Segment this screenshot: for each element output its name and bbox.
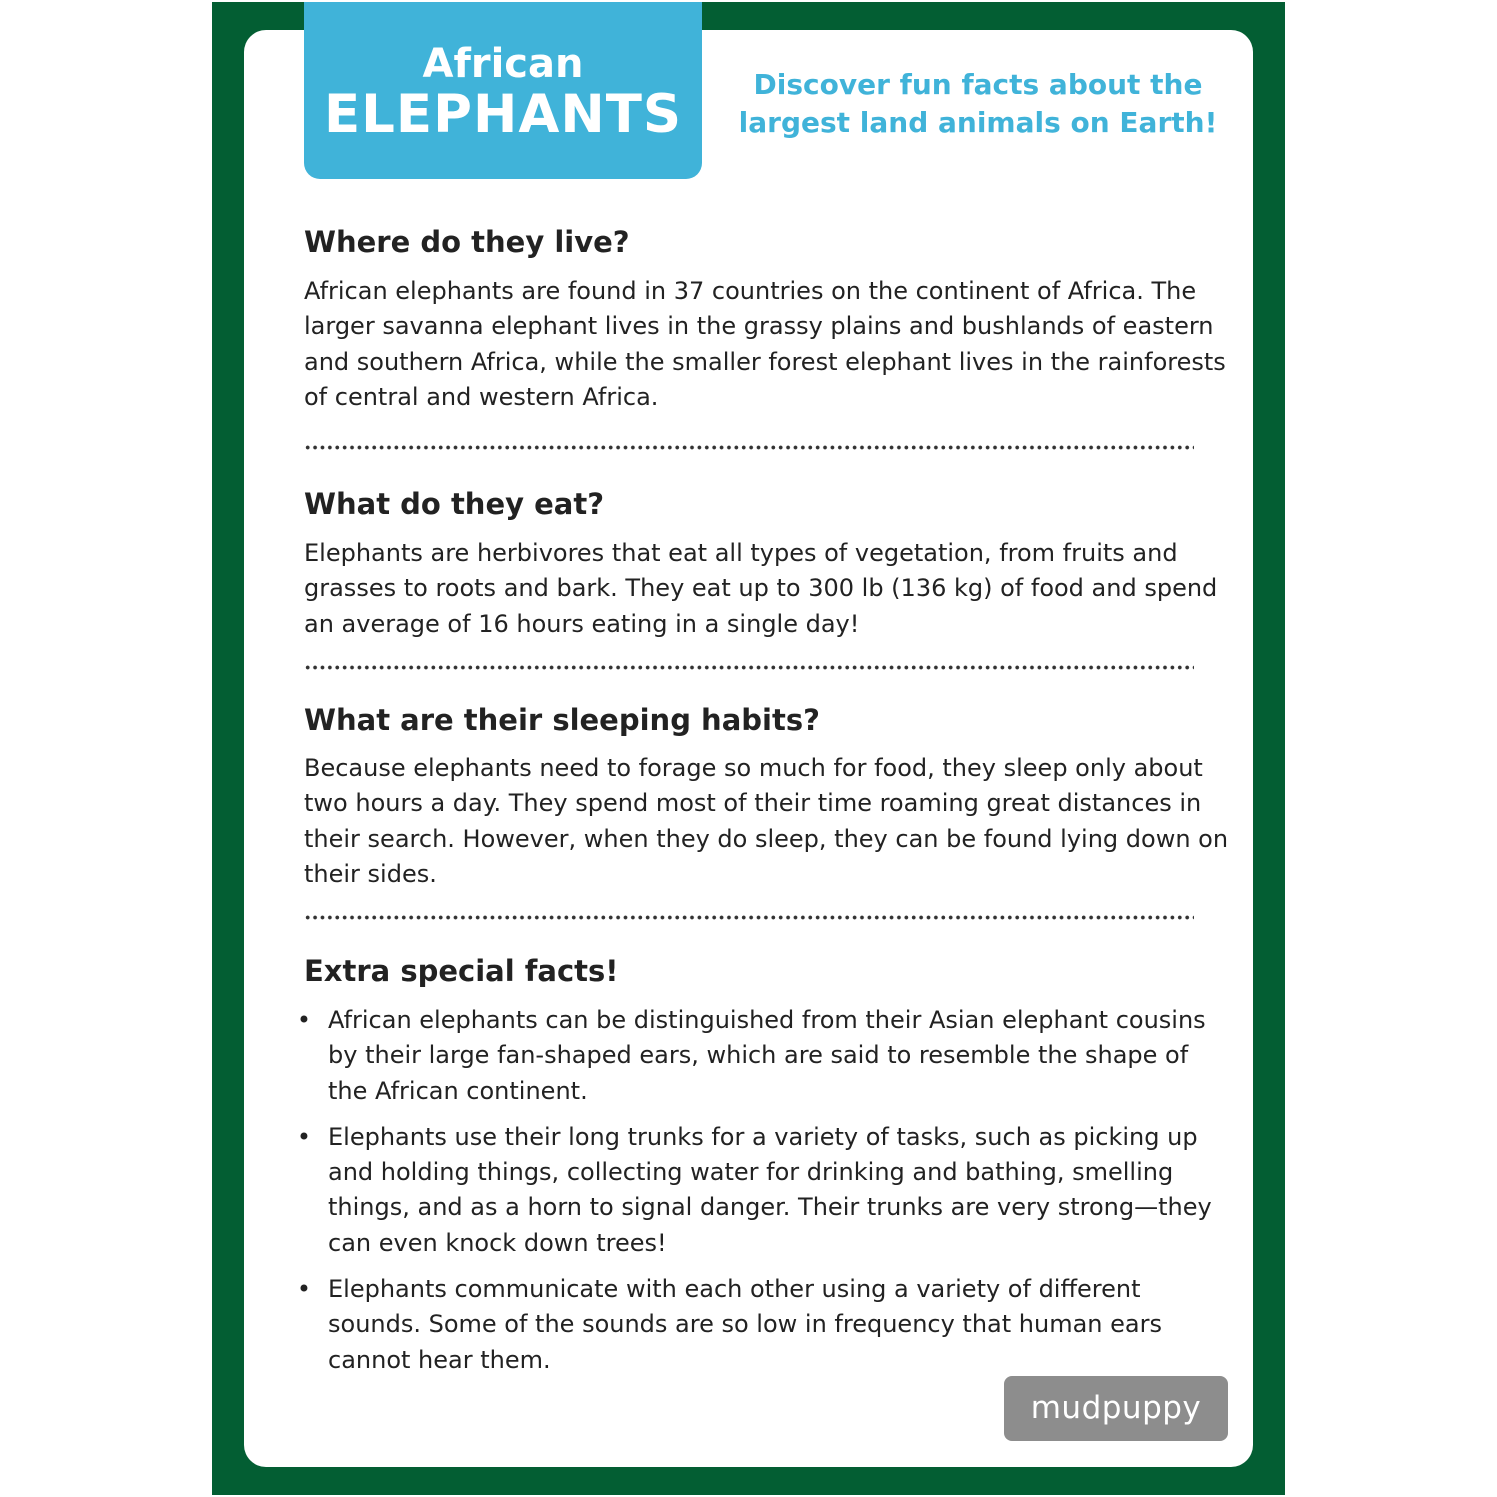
bullet-marker: • <box>296 1122 312 1151</box>
title-banner <box>304 2 702 179</box>
section-heading-sleep: What are their sleeping habits? <box>304 703 820 737</box>
brand-logo: mudpuppy <box>1004 1376 1228 1441</box>
tagline: Discover fun facts about the largest land animals on Earth! <box>738 68 1218 139</box>
list-item <box>294 1003 1224 1109</box>
list-item-text: Elephants use their long trunks for a variety of tasks, such as picking up and holding things, collecting water for drinking and bathing, smelling things, and as a horn to signal danger. Their trunks are very strong—they can even knock down trees! <box>328 1122 1212 1257</box>
dotted-divider <box>304 445 1194 450</box>
dotted-divider <box>304 915 1194 920</box>
section-body-sleep: Because elephants need to forage so much for food, they sleep only about two hours a day. They spend most of their time roaming great distances in their search. However, when they do sleep, they can be found lying down on their sides. <box>304 754 1229 888</box>
list-item <box>294 1272 1224 1378</box>
title-big: ELEPHANTS <box>323 84 683 145</box>
section-body-habitat: African elephants are found in 37 countries on the continent of Africa. The larger savanna elephant lives in the grassy plains and bushlands of eastern and southern Africa, while the smaller forest elephant lives in the rainforests of central and western Africa. <box>304 277 1226 411</box>
title-small: African <box>422 41 584 87</box>
section-heading-extra-facts: Extra special facts! <box>304 954 619 988</box>
list-item-text: Elephants communicate with each other using a variety of different sounds. Some of the sounds are so low in frequency that human ears cannot hear them. <box>328 1275 1162 1374</box>
section-body-diet: Elephants are herbivores that eat all types of vegetation, from fruits and grasses to roots and bark. They eat up to 300 lb (136 kg) of food and spend an average of 16 hours eating in a single day! <box>304 539 1218 638</box>
bullet-marker: • <box>296 1006 312 1034</box>
section-heading-diet: What do they eat? <box>304 487 605 521</box>
list-item <box>294 1120 1224 1261</box>
dotted-divider <box>304 665 1194 670</box>
section-heading-habitat: Where do they live? <box>304 225 630 259</box>
list-item-text: African elephants can be distinguished from their Asian elephant cousins by their large fan-shaped ears, which are said to resemble the shape of the African continent. <box>328 1006 1206 1105</box>
bullet-marker: • <box>296 1275 312 1304</box>
facts-list <box>294 1003 1224 1389</box>
